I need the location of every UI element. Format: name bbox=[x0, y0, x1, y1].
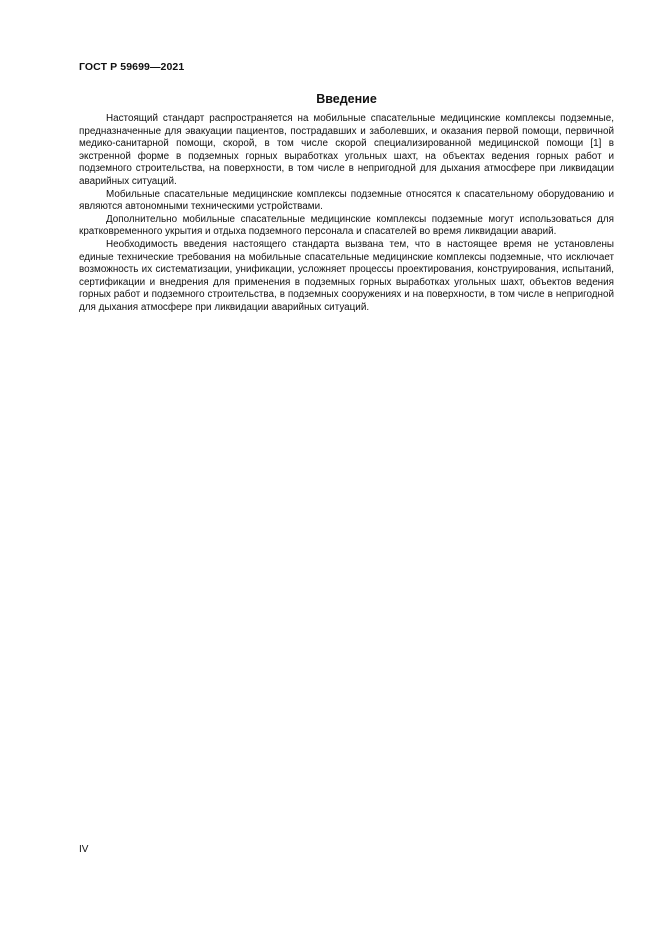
paragraph-1: Настоящий стандарт распространяется на мобильные спасательные медицинские комплексы подземные, предназначенные для эвакуации пациентов, пострадавших и заболевших, и оказания первой помощи, первичной медико-санитарной помощи, скорой, в том числе скорой специализированной медицинской помощи [1] в экстренной форме в подземных горных выработках угольных шахт, на объектах ведения горных работ и подземного строительства, на поверхности, в том числе в непригодной для дыхания атмосфере при ликвидации аварийных ситуаций. bbox=[79, 113, 614, 187]
paragraph-2: Мобильные спасательные медицинские комплексы подземные относятся к спасательному оборудованию и являются автономными техническими устройствами. bbox=[79, 188, 614, 213]
page-number: IV bbox=[79, 844, 89, 855]
document-header: ГОСТ Р 59699—2021 bbox=[79, 61, 185, 73]
introduction-body bbox=[79, 113, 614, 315]
section-title: Введение bbox=[316, 92, 377, 106]
paragraph-4: Необходимость введения настоящего стандарта вызвана тем, что в настоящее время не установлены единые технические требования на мобильные спасательные медицинские комплексы подземные, что исключает возможность их систематизации, унификации, усложняет процессы проектирования, конструирования, испытаний, сертификации и внедрения для применения в подземных горных выработках угольных шахт, объектов ведения горных работ и подземного строительства, в подземных сооружениях и на поверхности, в том числе в непригодной для дыхания атмосфере при ликвидации аварийных ситуаций. bbox=[79, 238, 614, 313]
paragraph-3: Дополнительно мобильные спасательные медицинские комплексы подземные могут использоваться для кратковременного укрытия и отдыха подземного персонала и спасателей во время ликвидации аварий. bbox=[79, 213, 614, 238]
